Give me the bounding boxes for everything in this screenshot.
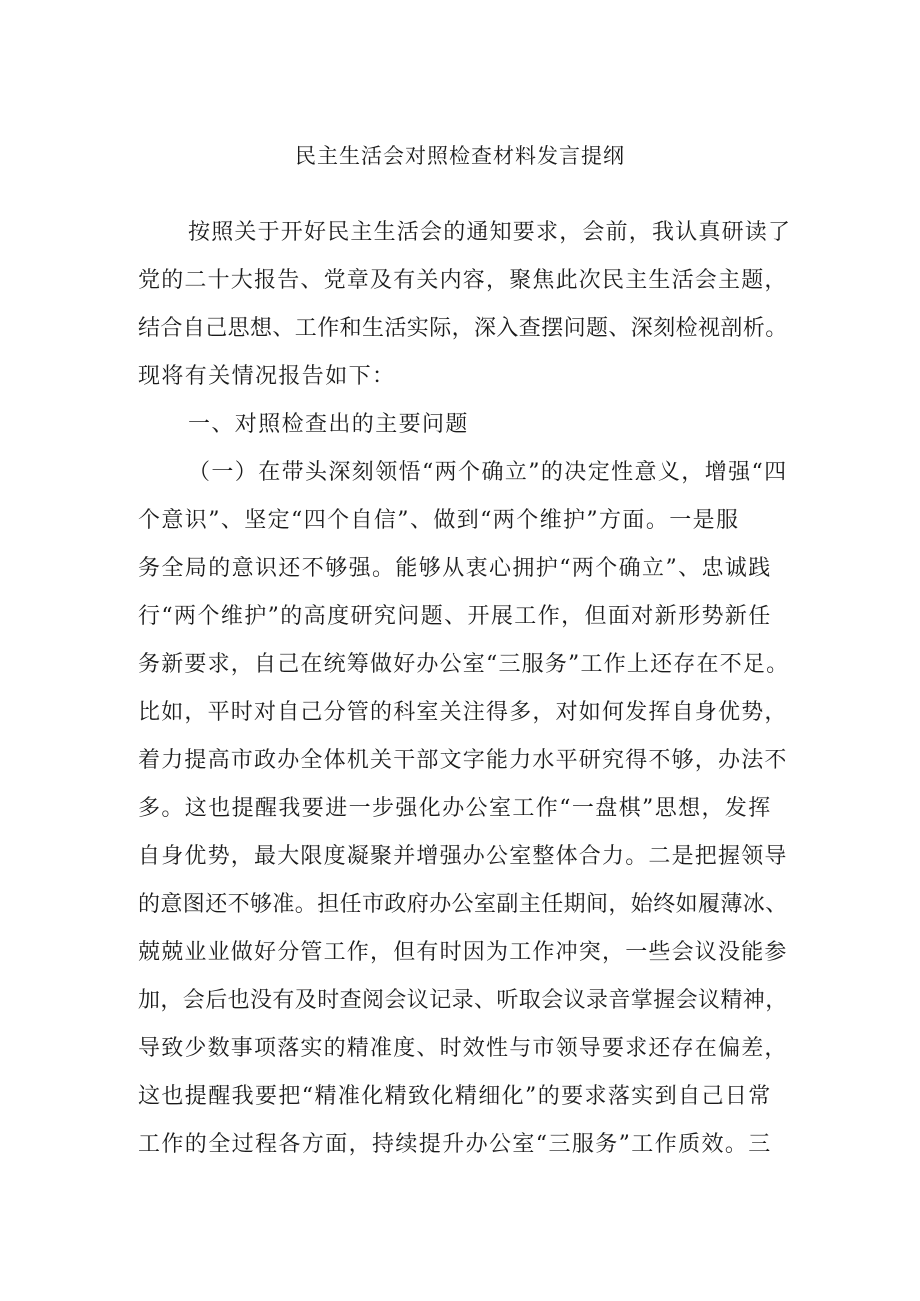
paragraph-line: 加，会后也没有及时查阅会议记录、听取会议录音掌握会议精神， xyxy=(138,988,788,1013)
section-heading: 一、对照检查出的主要问题 xyxy=(188,412,469,437)
paragraph-line: 自身优势，最大限度凝聚并增强办公室整体合力。二是把握领导 xyxy=(138,844,788,869)
paragraph-line: 多。这也提醒我要进一步强化办公室工作“一盘棋”思想，发挥 xyxy=(138,796,772,821)
document-title: 民主生活会对照检查材料发言提纲 xyxy=(295,144,625,168)
paragraph-line: （一）在带头深刻领悟“两个确立”的决定性意义，增强“四 xyxy=(188,460,788,485)
paragraph-line: 结合自己思想、工作和生活实际，深入查摆问题、深刻检视剖析。 xyxy=(138,316,788,341)
paragraph-line: 按照关于开好民主生活会的通知要求，会前，我认真研读了 xyxy=(188,220,792,245)
paragraph-line: 现将有关情况报告如下： xyxy=(138,364,396,389)
paragraph-line: 行“两个维护”的高度研究问题、开展工作，但面对新形势新任 xyxy=(138,604,772,629)
paragraph-line: 工作的全过程各方面，持续提升办公室“三服务”工作质效。三 xyxy=(138,1132,772,1157)
paragraph-line: 务全局的意识还不够强。能够从衷心拥护“两个确立”、忠诚践 xyxy=(138,556,772,581)
paragraph-line: 的意图还不够准。担任市政府办公室副主任期间，始终如履薄冰、 xyxy=(138,892,788,917)
paragraph-line: 导致少数事项落实的精准度、时效性与市领导要求还存在偏差， xyxy=(138,1036,788,1061)
paragraph-line: 兢兢业业做好分管工作，但有时因为工作冲突，一些会议没能参 xyxy=(138,940,788,965)
paragraph-line: 务新要求，自己在统筹做好办公室“三服务”工作上还存在不足。 xyxy=(138,652,790,677)
paragraph-line: 个意识”、坚定“四个自信”、做到“两个维护”方面。一是服 xyxy=(138,508,740,533)
paragraph-line: 党的二十大报告、党章及有关内容，聚焦此次民主生活会主题， xyxy=(138,268,788,293)
paragraph-line: 这也提醒我要把“精准化精致化精细化”的要求落实到自己日常 xyxy=(138,1084,772,1109)
paragraph-line: 比如，平时对自己分管的科室关注得多，对如何发挥自身优势， xyxy=(138,700,788,725)
paragraph-line: 着力提高市政办全体机关干部文字能力水平研究得不够，办法不 xyxy=(138,748,788,773)
